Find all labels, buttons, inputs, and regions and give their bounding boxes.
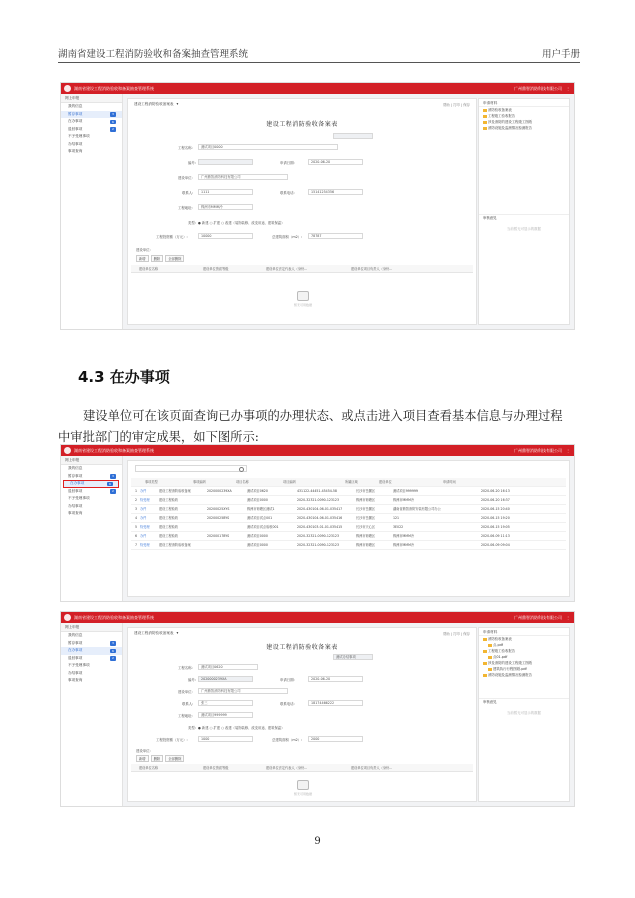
sidebar-item-completed[interactable]: 办结事项 — [68, 670, 83, 675]
table-row[interactable] — [131, 487, 566, 496]
screenshot-detail-form — [60, 611, 575, 807]
file-folder[interactable]: 消防验收备案表 — [479, 107, 569, 113]
label: 申请日期: — [280, 678, 295, 682]
table-cell: 20200025BYS — [207, 516, 230, 520]
logo-icon — [64, 447, 71, 454]
table-cell: 测试项目试点验收001 — [247, 525, 279, 529]
sidebar-header: 网上申报 — [61, 94, 122, 103]
table-cell: 株洲市MMM冷 — [393, 543, 415, 547]
label: 工程地址: — [178, 714, 193, 718]
table-cell[interactable]: 办件 — [140, 489, 147, 493]
file-folder[interactable]: 涉及消防的建设工程竣工图纸 — [479, 119, 569, 125]
column-header: 建设单位 — [379, 480, 392, 484]
right-panel — [478, 627, 570, 802]
table-row[interactable] — [131, 496, 566, 505]
table-row[interactable] — [131, 532, 566, 541]
opinion-empty: 当前暂无可显示的数据 — [507, 711, 541, 715]
badge: 3 — [110, 474, 116, 479]
sidebar-header: 网上申报 — [61, 623, 122, 632]
sidebar-item-query[interactable]: 事项查询 — [68, 511, 83, 515]
table-cell: 株洲市荷塘区测试1 — [247, 507, 275, 511]
table-cell: 2020000239XA — [207, 489, 232, 493]
badge: 2 — [110, 489, 116, 494]
add-button[interactable]: 新增 — [136, 755, 149, 762]
sidebar-item-drafts[interactable]: 暂存事项 3 — [61, 473, 122, 481]
badge: 2 — [110, 127, 116, 132]
sidebar-item-in-progress[interactable]: 在办事项 6 — [63, 480, 119, 488]
sidebar-item-my-info[interactable]: 我的信息 — [68, 466, 83, 470]
search-input[interactable] — [135, 465, 247, 472]
address-field[interactable]: 测试项目999999 — [198, 712, 253, 718]
area-field[interactable]: 2000 — [308, 736, 363, 742]
app-title: 湖南省建设工程消防验收和备案抽查管理系统 — [74, 448, 154, 453]
table-cell: 2020-06-09 11:13 — [481, 534, 510, 538]
table-cell: 2020-06-20 16:37 — [481, 498, 510, 502]
label: 工程名称: — [178, 666, 193, 670]
sidebar-item-drafts[interactable]: 暂存事项 3 — [61, 111, 122, 119]
app-org: 广州鼎智消防科技有限公司 — [514, 615, 562, 620]
badge: 6 — [107, 482, 113, 487]
table-cell[interactable]: 办件 — [140, 534, 147, 538]
table-header-row — [131, 478, 566, 487]
table-cell: 建设工程验收 — [159, 498, 179, 502]
screenshot-filing-form — [60, 82, 575, 330]
label: 工程投资额（万元）: — [156, 235, 188, 239]
form-tab[interactable]: 建设工程消防验收备案表 ▾ — [134, 631, 178, 636]
table-cell: 2020-06-15 20:40 — [481, 507, 510, 511]
sidebar-item-completed[interactable]: 办结事项 — [68, 503, 83, 508]
table-cell: 湖南省鼎智消防安装有限公司办公 — [393, 507, 441, 511]
table-cell: 测试项目0620 — [247, 489, 268, 493]
empty-box-icon — [297, 291, 309, 301]
column-header: 项目编码 — [283, 480, 296, 484]
form-title: 建设工程消防验收备案表 — [266, 121, 338, 128]
delete-all-button[interactable]: 全部删除 — [165, 755, 184, 762]
table-cell: 2020-06-15 19:20 — [481, 516, 510, 520]
table-cell: 2020-32321-0090-123123 — [297, 498, 339, 502]
more-icon[interactable]: ⋮ — [566, 615, 570, 620]
invest-field[interactable]: 1000 — [198, 736, 253, 742]
unit-field[interactable]: 广州鼎智消防科技有限公司 — [198, 174, 288, 180]
sidebar-item-returned[interactable]: 退回事项 2 — [61, 126, 122, 134]
table-cell: 2020-32321-0090-123123 — [297, 543, 339, 547]
badge: 3 — [110, 641, 116, 646]
label: 联系人: — [182, 702, 194, 706]
table-cell: 长沙市岳麓区 — [356, 516, 376, 520]
column-header: 事项编码 — [193, 480, 206, 484]
table-cell: 测试项目试点001 — [247, 516, 273, 520]
table-cell: 株洲市荷塘区 — [356, 534, 376, 538]
sidebar-item-rejected[interactable]: 不予受理事项 — [68, 134, 90, 138]
table-cell: 2020-430104-06-01-035417 — [297, 507, 343, 511]
delete-all-button[interactable]: 全部删除 — [165, 255, 184, 262]
type-radio-group[interactable]: ● 新建 ○ 扩建 ○ 改建（装饰装修、改变用途、建筑保温） — [198, 726, 285, 730]
table-cell: 株洲市MMM冷 — [393, 534, 415, 538]
opinion-label: 审核意见 — [483, 216, 497, 220]
sidebar-item-completed[interactable]: 办结事项 — [68, 141, 83, 146]
table-row[interactable] — [131, 541, 566, 550]
sidebar-item-returned[interactable]: 退回事项 2 — [61, 655, 122, 663]
project-name-field[interactable]: 测试项目0620 — [198, 664, 258, 670]
area-field[interactable]: 78787 — [308, 233, 363, 239]
file-item[interactable]: 点01.pdf — [479, 654, 569, 660]
badge: 3 — [110, 112, 116, 117]
file-folder[interactable]: 涉及消防的建设工程竣工图纸 — [479, 660, 569, 666]
section-title: 4.3 在办事项 — [78, 368, 170, 386]
label: 总建筑面积（m2）: — [272, 738, 303, 742]
apply-date-field[interactable]: 2020-06-20 — [308, 159, 363, 165]
opinion-label: 审核意见 — [483, 700, 497, 704]
table-cell: 4 — [135, 516, 138, 520]
table-cell: 6 — [135, 534, 138, 538]
contact-field[interactable]: 张三 — [198, 700, 253, 706]
empty-state: 暂无可用数据 — [292, 291, 314, 307]
table-cell: 长沙市天心区 — [356, 525, 376, 529]
sidebar-item-drafts[interactable]: 暂存事项 3 — [61, 640, 122, 648]
sidebar-item-rejected[interactable]: 不予受理事项 — [68, 496, 90, 500]
file-folder[interactable]: 工程竣工验收报告 — [479, 648, 569, 654]
table-cell: 2 — [135, 498, 138, 502]
app-org: 广州鼎智消防科技有限公司 — [514, 448, 562, 453]
file-folder[interactable]: 消防验收备案表 — [479, 636, 569, 642]
sidebar — [61, 456, 123, 601]
label: 建设单位: — [136, 749, 151, 753]
sidebar-item-rejected[interactable]: 不予受理事项 — [68, 663, 90, 667]
in-progress-table — [131, 478, 566, 550]
sidebar-item-in-progress[interactable]: 在办事项 6 — [61, 647, 122, 655]
table-cell: 株洲市荷塘区 — [356, 543, 376, 547]
app-org: 广州鼎智消防科技有限公司 — [514, 86, 562, 91]
table-cell: 2020-430104-06-01-035416 — [297, 516, 343, 520]
table-buttons — [136, 755, 186, 762]
table-cell: 测试项目0000 — [247, 534, 268, 538]
label: 编号: — [188, 678, 196, 682]
screenshot-in-progress-list — [60, 444, 575, 602]
sidebar-item-returned[interactable]: 退回事项 2 — [61, 488, 122, 496]
more-icon[interactable]: ⋮ — [566, 86, 570, 91]
app-titlebar — [61, 83, 574, 94]
label: 工程地址: — [178, 206, 193, 210]
form-title: 建设工程消防验收备案表 — [266, 644, 338, 651]
contact-field[interactable]: 1111 — [198, 189, 253, 195]
column-header: 项目名称 — [236, 480, 249, 484]
app-title: 湖南省建设工程消防验收和备案抽查管理系统 — [74, 86, 154, 91]
table-cell: 20200025XYS — [207, 507, 230, 511]
header-title: 湖南省建设工程消防验收和备案抽查管理系统 — [58, 49, 249, 60]
table-cell[interactable]: 待受理 — [140, 525, 150, 529]
table-cell: 20200017BYS — [207, 534, 230, 538]
app-titlebar — [61, 445, 574, 456]
number-field: 2020000239XA — [198, 676, 253, 682]
table-cell: 431122-44451-45454-58 — [297, 489, 337, 493]
address-field[interactable]: 株洲市MMM冷 — [198, 204, 253, 210]
logo-icon — [64, 85, 71, 92]
right-panel — [478, 98, 570, 325]
delete-button[interactable]: 删除 — [151, 755, 164, 762]
delete-button[interactable]: 删除 — [151, 255, 164, 262]
label: 建设单位: — [178, 176, 193, 180]
type-radio-group[interactable]: ● 新建 ○ 扩建 ○ 改建（装饰装修、改变用途、建筑保温） — [198, 221, 285, 225]
table-row[interactable] — [131, 514, 566, 523]
number-field — [198, 159, 253, 165]
paragraph-1: 建设单位可在该页面查询已办事项的办理状态、或点击进入项目查看基本信息与办理过程 — [83, 409, 563, 423]
table-cell: 建设工程消防验收备案 — [159, 489, 191, 493]
unit-field[interactable]: 广州鼎智消防科技有限公司 — [198, 688, 288, 694]
form-tab[interactable]: 建设工程消防验收备案表 ▾ — [134, 102, 178, 107]
label: 建设单位: — [136, 248, 151, 252]
page-number: 9 — [314, 836, 321, 847]
sidebar-header: 网上申报 — [61, 456, 122, 465]
table-cell[interactable]: 待受理 — [140, 543, 150, 547]
table-cell: 测试项目0000 — [247, 543, 268, 547]
right-panel-header: 申请材料 — [479, 99, 569, 107]
file-item[interactable]: 建筑执行行程图纸.pdf — [479, 666, 569, 672]
more-icon[interactable]: ⋮ — [566, 448, 570, 453]
table-buttons — [136, 255, 186, 262]
table-cell: 建设工程验收 — [159, 534, 179, 538]
page-header — [58, 46, 580, 61]
right-panel-header: 申请材料 — [479, 628, 569, 636]
invest-field[interactable]: 10000 — [198, 233, 253, 239]
table-cell: 3 — [135, 507, 138, 511]
label: 建设单位: — [178, 690, 193, 694]
header-doc-type: 用户手册 — [541, 49, 580, 60]
file-folder[interactable]: 消防设施及监测情况检测报告 — [479, 672, 569, 678]
empty-box-icon — [297, 780, 309, 790]
phone-field[interactable]: 18174466222 — [308, 700, 363, 706]
table-cell: 建设工程验收 — [159, 516, 179, 520]
logo-icon — [64, 614, 71, 621]
form-tools[interactable]: 帮助 | 打印 | 保存 — [443, 632, 470, 636]
sidebar-item-query[interactable]: 事项查询 — [68, 149, 83, 153]
stamp-field — [333, 133, 373, 139]
table-cell[interactable]: 办件 — [140, 516, 147, 520]
header-rule — [58, 62, 580, 63]
table-cell: 测试项目0000 — [247, 498, 268, 502]
label: 联系电话: — [280, 191, 295, 195]
apply-date-field[interactable]: 2020-06-20 — [308, 676, 363, 682]
form-panel — [127, 98, 477, 325]
table-cell: 株洲市荷塘区 — [356, 498, 376, 502]
sidebar-item-in-progress[interactable]: 在办事项 6 — [61, 118, 122, 126]
column-header: 申请时间 — [443, 480, 456, 484]
table-header: 建设单位名称 建设单位资质等级 建设单位法定代表人（身份... 建设单位项目负责人（身份... — [131, 265, 473, 273]
table-cell: 2020-06-20 16:13 — [481, 489, 510, 493]
table-header: 建设单位名称 建设单位资质等级 建设单位法定代表人（身份... 建设单位项目负责人（身份... — [131, 764, 473, 772]
table-cell: 建设工程验收 — [159, 525, 179, 529]
table-cell: 2020-32321-0090-123123 — [297, 534, 339, 538]
opinion-section — [479, 698, 569, 715]
file-item[interactable]: 点.pdf — [479, 642, 569, 648]
column-header: 所属区域 — [345, 480, 358, 484]
table-cell: 建设工程消防验收备案 — [159, 543, 191, 547]
column-header: 事项类型 — [145, 480, 158, 484]
sidebar-item-my-info[interactable]: 我的信息 — [68, 633, 83, 637]
label: 工程投资额（万元）: — [156, 738, 188, 742]
phone-field[interactable]: 15141254356 — [308, 189, 363, 195]
table-cell[interactable]: 办件 — [140, 507, 147, 511]
label: 总建筑面积（m2）: — [272, 235, 303, 239]
label: 类型: — [188, 221, 196, 225]
detail-panel — [127, 627, 477, 802]
file-folder[interactable]: 消防设施及监测情况检测报告 — [479, 125, 569, 131]
label: 类型: — [188, 726, 196, 730]
project-name-field[interactable]: 测试项目0000 — [198, 144, 338, 150]
form-tools[interactable]: 帮助 | 打印 | 保存 — [443, 103, 470, 107]
label: 编号: — [188, 161, 196, 165]
badge: 6 — [110, 120, 116, 125]
table-cell: 测试项目999999 — [393, 489, 418, 493]
app-title: 湖南省建设工程消防验收和备案抽查管理系统 — [74, 615, 154, 620]
empty-state: 暂无可用数据 — [292, 780, 314, 796]
table-cell: 2020-06-15 19:05 — [481, 525, 510, 529]
opinion-empty: 当前暂无可显示的数据 — [507, 227, 541, 231]
table-cell: 1 — [135, 489, 138, 493]
table-cell: 121 — [393, 516, 400, 520]
sidebar-item-query[interactable]: 事项查询 — [68, 678, 83, 682]
table-row[interactable] — [131, 505, 566, 514]
table-row[interactable] — [131, 523, 566, 532]
sidebar — [61, 623, 123, 806]
table-cell: 长沙市岳麓区 — [356, 507, 376, 511]
table-cell: 2020-430103-01-01-035415 — [297, 525, 343, 529]
table-cell[interactable]: 待受理 — [140, 498, 150, 502]
list-panel — [127, 460, 570, 597]
label: 联系人: — [182, 191, 194, 195]
app-titlebar — [61, 612, 574, 623]
table-cell: 5 — [135, 525, 138, 529]
sidebar — [61, 94, 123, 329]
add-button[interactable]: 新增 — [136, 255, 149, 262]
label: 工程名称: — [178, 146, 193, 150]
label: 申请日期: — [280, 161, 295, 165]
file-folder[interactable]: 工程竣工验收报告 — [479, 113, 569, 119]
table-cell: 2020-06-09 09:04 — [481, 543, 510, 547]
label: 联系电话: — [280, 702, 295, 706]
table-cell: 建设工程验收 — [159, 507, 179, 511]
badge: 2 — [110, 656, 116, 661]
badge: 6 — [110, 649, 116, 654]
stamp-field: 测试办结事项 — [333, 654, 373, 660]
table-cell: 7 — [135, 543, 138, 547]
table-cell: 长沙市岳麓区 — [356, 489, 376, 493]
paragraph-2: 中审批部门的审定成果，如下图所示: — [58, 430, 259, 444]
table-cell: 株洲市MMM冷 — [393, 498, 415, 502]
opinion-section — [479, 214, 569, 231]
table-cell: 3E022 — [393, 525, 404, 529]
sidebar-item-my-info[interactable]: 我的信息 — [68, 104, 83, 108]
